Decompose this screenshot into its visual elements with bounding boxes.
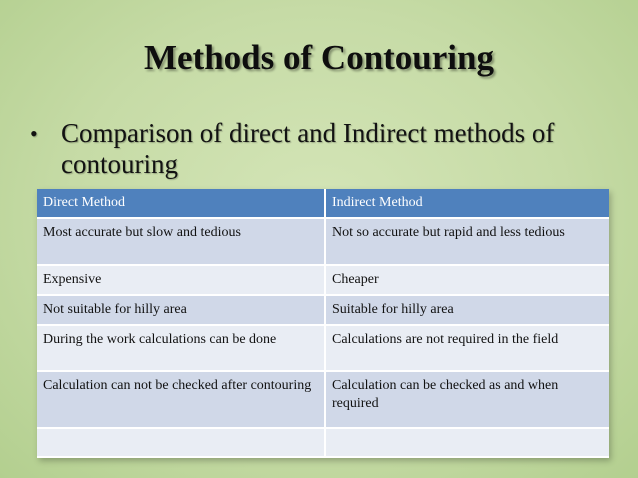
table-row [37, 218, 609, 265]
table-cell: Calculation can not be checked after contouring [37, 371, 325, 428]
table-cell: Most accurate but slow and tedious [37, 218, 325, 265]
bullet-item [30, 118, 620, 180]
table-cell: Suitable for hilly area [325, 295, 609, 325]
table-cell: Not so accurate but rapid and less tedious [325, 218, 609, 265]
table-cell: Expensive [37, 265, 325, 295]
table-row [37, 371, 609, 428]
table-header-row [37, 189, 609, 218]
table-row [37, 428, 609, 457]
table-cell [325, 428, 609, 457]
table-row [37, 265, 609, 295]
table-cell: Calculation can be checked as and when required [325, 371, 609, 428]
bullet-dot: • [30, 121, 38, 146]
slide-title: Methods of Contouring [143, 38, 495, 77]
table-cell [37, 428, 325, 457]
table-cell: Not suitable for hilly area [37, 295, 325, 325]
bullet-text: Comparison of direct and Indirect methods of contouring [61, 118, 555, 179]
column-header-indirect-method: Indirect Method [325, 189, 609, 218]
table-cell: Calculations are not required in the field [325, 325, 609, 371]
table-row [37, 295, 609, 325]
table-cell: During the work calculations can be done [37, 325, 325, 371]
table-row [37, 325, 609, 371]
table-cell: Cheaper [325, 265, 609, 295]
column-header-direct-method: Direct Method [37, 189, 325, 218]
comparison-table [37, 189, 609, 458]
